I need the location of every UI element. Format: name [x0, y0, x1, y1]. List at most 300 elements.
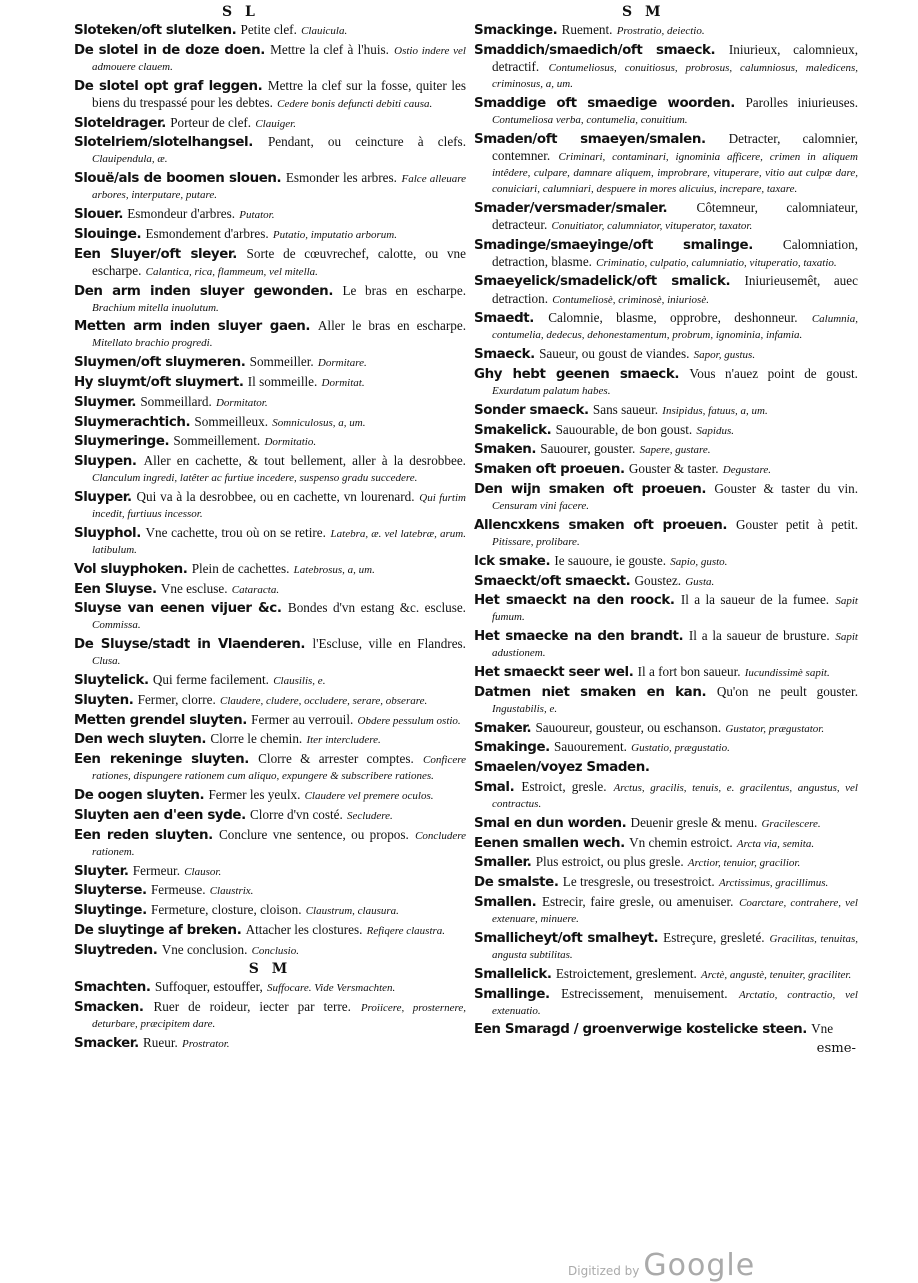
dictionary-entry — [74, 283, 466, 316]
entry-french: Sommeilleux. — [194, 413, 269, 429]
dictionary-entry — [474, 894, 858, 927]
entry-latin: Brachium mitella inuolutum. — [92, 301, 219, 314]
entry-headword: De slotel in de doze doen. — [74, 42, 265, 58]
entry-headword: Slotelriem/slotelhangsel. — [74, 135, 253, 151]
entry-french: Mettre la clef sur la fosse, quiter les biens du trespassé pour les debtes. — [92, 77, 467, 110]
entry-latin: Arctatio, contractio, vel extenuatio. — [492, 988, 858, 1017]
dictionary-entry — [474, 966, 858, 983]
catchword: esme- — [816, 1041, 856, 1057]
entry-latin: Arctus, gracilis, tenuis, e. gracilentus, angustus, vel contractus. — [492, 782, 858, 811]
entry-french: Estroict, gresle. — [521, 779, 607, 795]
dictionary-entry — [74, 561, 466, 578]
entry-headword: Smakinge. — [474, 740, 550, 756]
entry-latin: Claustrix. — [209, 885, 254, 898]
dictionary-entry — [474, 573, 858, 590]
entry-french: Calomniation, detraction, blasme. — [492, 236, 858, 269]
dictionary-entry — [474, 131, 858, 197]
entry-headword: Sluytreden. — [74, 942, 158, 958]
entry-french: Mettre la clef à l'huis. — [270, 41, 389, 57]
entry-latin: Ingustabilis, e. — [492, 702, 558, 715]
entry-latin: Latebrosus, a, um. — [293, 563, 375, 576]
entry-latin: Dormitatio. — [264, 436, 317, 449]
entry-latin: Criminari, contaminari, ignominia afficere, crimen in aliquem intêdere, culpare, damnare aliquem, improbrare, vituperare, vitio aut culpæ dare, conuiciari, calumniari, despuere in mores alicuius, increpare, taxare. — [492, 150, 858, 195]
dictionary-entry — [74, 827, 466, 860]
entry-french: Côtemneur, calomniateur, detracteur. — [492, 199, 858, 232]
entry-french: Sauourable, de bon goust. — [555, 421, 693, 437]
entry-headword: Smaddich/smaedich/oft smaeck. — [474, 42, 716, 58]
entry-headword: Den wech sluyten. — [74, 732, 207, 748]
dictionary-entry — [474, 854, 858, 871]
entry-headword: Smader/versmader/smaler. — [474, 200, 668, 216]
dictionary-entry — [74, 433, 466, 450]
dictionary-entry — [74, 942, 466, 959]
entry-french: Aller le bras en escharpe. — [317, 318, 466, 334]
entry-french: Estrecissement, menuisement. — [561, 985, 728, 1001]
entry-french: Plein de cachettes. — [191, 560, 290, 576]
entry-headword: Smaken oft proeuen. — [474, 462, 625, 478]
entry-headword: Vol sluyphoken. — [74, 561, 188, 577]
entry-french: Sauoureur, gousteur, ou eschanson. — [535, 719, 722, 735]
entry-french: Ruer de roideur, iecter par terre. — [153, 999, 351, 1015]
entry-latin: Insipidus, fatuus, a, um. — [662, 404, 768, 417]
dictionary-entry — [474, 815, 858, 832]
entry-headword: Metten grendel sluyten. — [74, 712, 247, 728]
entry-french: Vne — [811, 1021, 834, 1037]
entry-latin: Obdere pessulum ostio. — [357, 714, 461, 727]
entry-french: Esmonder les arbres. — [285, 170, 397, 186]
running-header-right: S M — [622, 4, 665, 20]
dictionary-entry — [474, 835, 858, 852]
dictionary-entry — [74, 134, 466, 167]
entry-french: Esmondeur d'arbres. — [127, 206, 236, 222]
entry-french: l'Escluse, ville en Flandres. — [312, 636, 466, 652]
entry-headword: Sluyter. — [74, 863, 129, 879]
dictionary-entry — [74, 979, 466, 996]
dictionary-entry — [474, 930, 858, 963]
entry-headword: Smaeckt/oft smaeckt. — [474, 573, 631, 589]
entry-french: Fermer les yeulx. — [208, 787, 301, 803]
entry-latin: Clauicula. — [301, 25, 348, 37]
entry-french: Gouster & taster du vin. — [714, 480, 858, 496]
entry-french: Sommeillard. — [140, 393, 212, 409]
entry-french: Clorre le chemin. — [210, 731, 303, 747]
google-logo: Google — [643, 1248, 756, 1283]
entry-headword: Slouer. — [74, 207, 124, 223]
entry-french: Fermeture, closture, cloison. — [150, 902, 302, 918]
dictionary-entry — [74, 42, 466, 75]
entry-headword: Smachten. — [74, 980, 151, 996]
dictionary-entry — [474, 592, 858, 625]
entry-headword: Sloteldrager. — [74, 115, 166, 131]
entry-headword: Smaken. — [474, 442, 537, 458]
entry-headword: Het smaecke na den brandt. — [474, 629, 684, 645]
entry-latin: Clauiger. — [255, 117, 296, 130]
dictionary-entry — [74, 751, 466, 784]
entry-french: Calomnie, blasme, opprobre, deshonneur. — [548, 310, 798, 326]
entry-latin: Gracilitas, tenuitas, angusta subtilitas. — [492, 932, 858, 961]
entry-french: Vous n'auez point de goust. — [689, 365, 858, 381]
entry-french: Rueur. — [142, 1035, 178, 1051]
section-mark: S M — [248, 961, 292, 978]
dictionary-entry — [474, 441, 858, 458]
dictionary-entry — [74, 525, 466, 558]
entry-latin: Commissa. — [92, 619, 141, 632]
entry-french: Il a la saueur de brusture. — [688, 628, 830, 644]
entry-headword: Smallinge. — [474, 986, 550, 1002]
entry-headword: Sluyphol. — [74, 525, 141, 541]
entry-latin: Prostratio, deiectio. — [616, 25, 705, 37]
entry-headword: Smallelick. — [474, 966, 552, 982]
digitized-watermark — [568, 1248, 755, 1283]
entry-latin: Criminatio, culpatio, calumniatio, vituperatio, taxatio. — [596, 256, 837, 269]
dictionary-entry — [74, 318, 466, 351]
entry-headword: De sluytinge af breken. — [74, 922, 242, 938]
entry-latin: Putatio, imputatio arborum. — [272, 228, 397, 241]
entry-headword: Datmen niet smaken en kan. — [474, 684, 707, 700]
entry-headword: Smaelen/voyez Smaden. — [474, 760, 650, 776]
entry-french: Estrecir, faire gresle, ou amenuiser. — [541, 894, 734, 910]
entry-french: Fermeuse. — [150, 882, 206, 898]
entry-latin: Sapit adustionem. — [492, 631, 858, 660]
entry-french: Vne cachette, trou où on se retire. — [145, 524, 326, 540]
entry-french: Qui ferme facilement. — [152, 672, 269, 688]
dictionary-entry — [474, 366, 858, 399]
entry-french: Vne escluse. — [160, 580, 228, 596]
entry-french: Qui va à la desrobbee, ou en cachette, vn lourenard. — [136, 489, 415, 505]
entry-french: Aller en cachette, & tout bellement, aller à la desrobbee. — [143, 453, 466, 469]
entry-latin: Sapere, gustare. — [639, 444, 711, 457]
dictionary-entry — [74, 807, 466, 824]
dictionary-entry — [74, 22, 466, 39]
dictionary-entry — [74, 1035, 466, 1052]
entry-headword: Metten arm inden sluyer gaen. — [74, 319, 311, 335]
entry-headword: De oogen sluyten. — [74, 788, 205, 804]
entry-latin: Dormitat. — [321, 377, 365, 390]
entry-french: Gouster petit à petit. — [736, 516, 858, 532]
dictionary-entry — [74, 226, 466, 243]
entry-french: Fermer, clorre. — [137, 691, 216, 707]
entry-headword: Een reden sluyten. — [74, 827, 213, 843]
dictionary-entry — [474, 95, 858, 128]
entry-french: Vn chemin estroict. — [629, 834, 733, 850]
entry-headword: Het smaeckt seer wel. — [474, 665, 634, 681]
entry-latin: Clausor. — [184, 865, 222, 878]
entry-latin: Qui furtim incedit, furtiuus incessor. — [92, 492, 466, 521]
entry-latin: Claudere vel premere oculos. — [304, 790, 434, 803]
entry-headword: Sluytinge. — [74, 903, 147, 919]
entry-latin: Clausilis, e. — [273, 675, 326, 688]
entry-french: Suffoquer, estouffer, — [154, 979, 263, 995]
entry-headword: Smallicheyt/oft smalheyt. — [474, 930, 659, 946]
entry-latin: Somniculosus, a, um. — [272, 416, 366, 429]
entry-latin: Clauipendula, æ. — [92, 153, 168, 166]
running-header-left: S L — [222, 4, 259, 20]
entry-headword: Sloteken/oft slutelken. — [74, 23, 237, 38]
entry-latin: Secludere. — [347, 809, 393, 822]
entry-french: Le bras en escharpe. — [342, 282, 466, 298]
dictionary-entry — [74, 115, 466, 132]
entry-headword: Sluypen. — [74, 454, 137, 470]
entry-latin: Sapidus. — [696, 424, 734, 437]
dictionary-entry — [474, 874, 858, 891]
entry-french: Detracter, calomnier, contemner. — [492, 130, 858, 163]
entry-french: Attacher les clostures. — [245, 921, 363, 937]
entry-headword: Sonder smaeck. — [474, 402, 589, 418]
entry-french: Deuenir gresle & menu. — [630, 814, 758, 830]
entry-headword: Een rekeninge sluyten. — [74, 752, 249, 768]
entry-french: Esmondement d'arbres. — [145, 225, 269, 241]
dictionary-entry — [74, 863, 466, 880]
entry-french: Sommeiller. — [249, 354, 314, 370]
dictionary-entry — [474, 1021, 858, 1038]
entry-french: Le tresgresle, ou tresestroict. — [562, 874, 715, 890]
entry-latin: Claustrum, clausura. — [305, 905, 399, 918]
entry-headword: Smaedt. — [474, 311, 534, 327]
entry-headword: Smadinge/smaeyinge/oft smalinge. — [474, 237, 753, 253]
dictionary-entry — [474, 739, 858, 756]
entry-french: Il a la saueur de la fumee. — [680, 592, 830, 608]
entry-latin: Arctior, tenuior, gracilior. — [687, 857, 801, 870]
entry-latin: Clusa. — [92, 655, 121, 668]
dictionary-entry — [74, 692, 466, 709]
dictionary-entry — [474, 779, 858, 812]
entry-latin: Pitissare, prolibare. — [492, 535, 580, 548]
dictionary-entry — [474, 22, 858, 39]
entry-headword: Sluymeringe. — [74, 434, 170, 450]
entry-french: Porteur de clef. — [170, 114, 252, 130]
entry-headword: Hy sluymt/oft sluymert. — [74, 375, 244, 391]
dictionary-entry — [74, 394, 466, 411]
dictionary-entry — [74, 902, 466, 919]
dictionary-entry — [74, 489, 466, 522]
entry-french: Clorre d'vn costé. — [250, 806, 343, 822]
entry-french: Ie sauoure, ie gouste. — [554, 552, 667, 568]
watermark-small-text: Digitized by — [568, 1264, 640, 1278]
dictionary-entry — [74, 374, 466, 391]
entry-latin: Cedere bonis defuncti debiti causa. — [277, 97, 433, 110]
entry-headword: Smallen. — [474, 895, 537, 911]
dictionary-entry — [74, 882, 466, 899]
entry-headword: Een Sluyse. — [74, 581, 157, 597]
entry-headword: Den arm inden sluyer gewonden. — [74, 283, 334, 299]
entry-latin: Conclusio. — [251, 944, 299, 957]
entry-latin: Gustator, prægustator. — [725, 722, 825, 735]
dictionary-entry — [474, 628, 858, 661]
dictionary-entry — [474, 200, 858, 234]
entry-french: Plus estroict, ou plus gresle. — [535, 854, 684, 870]
entry-headword: Het smaeckt na den roock. — [474, 593, 675, 609]
dictionary-entry — [474, 273, 858, 307]
entry-headword: Smal en dun worden. — [474, 815, 627, 831]
dictionary-entry — [474, 310, 858, 343]
entry-french: Iniurieux, calomnieux, detractif. — [492, 41, 858, 74]
entry-headword: Een Smaragd / groenverwige kostelicke steen. — [474, 1022, 807, 1038]
entry-latin: Latebra, æ. vel latebræ, arum. latibulum. — [92, 527, 466, 556]
entry-latin: Dormitator. — [215, 396, 268, 409]
entry-latin: Censuram vini facere. — [492, 500, 590, 513]
entry-headword: Ick smake. — [474, 553, 551, 569]
entry-latin: Proiicere, prosternere, deturbare, præcipitem dare. — [92, 1002, 466, 1031]
dictionary-entry — [74, 170, 466, 203]
dictionary-entry — [474, 986, 858, 1019]
dictionary-entry — [474, 461, 858, 478]
entry-headword: Sluyterse. — [74, 883, 147, 899]
entry-french: Estroictement, greslement. — [555, 965, 697, 981]
entry-french: Iniurieusemêt, auec detraction. — [492, 273, 858, 306]
dictionary-entry — [474, 42, 858, 92]
entry-headword: Smaker. — [474, 720, 532, 736]
entry-latin: Concludere rationem. — [92, 829, 466, 858]
dictionary-entry — [74, 731, 466, 748]
entry-latin: Calumnia, contumelia, dedecus, dehonestamentum, probrum, ignominia, infamia. — [492, 313, 858, 342]
entry-headword: De slotel opt graf leggen. — [74, 78, 263, 94]
entry-latin: Prostrator. — [181, 1038, 230, 1051]
entry-latin: Arcta via, semita. — [736, 837, 815, 850]
entry-french: Estreçure, gresleté. — [663, 929, 765, 945]
entry-headword: Ghy hebt geenen smaeck. — [474, 366, 680, 382]
entry-latin: Putator. — [239, 209, 275, 222]
entry-latin: Arctè, angustè, tenuiter, graciliter. — [701, 968, 852, 981]
entry-french: Il a fort bon saueur. — [637, 664, 741, 680]
entry-latin: Clanculum ingredi, latêter ac furtiue incedere, suspenso gradu succedere. — [92, 472, 418, 485]
entry-french: Bondes d'vn estang &c. escluse. — [287, 600, 466, 616]
entry-latin: Coarctare, contrahere, vel extenuare, minuere. — [492, 897, 858, 926]
entry-french: Sauourement. — [554, 739, 627, 755]
dictionary-entry — [74, 581, 466, 598]
entry-french: Ruement. — [561, 22, 613, 37]
entry-latin: Falce alleuare arbores, interputare, putare. — [92, 173, 466, 202]
entry-headword: Een Sluyer/oft sleyer. — [74, 246, 237, 262]
entry-headword: Eenen smallen wech. — [474, 835, 625, 851]
entry-latin: Sapor, gustus. — [693, 349, 756, 362]
entry-headword: Smal. — [474, 780, 515, 796]
entry-latin: Conficere rationes, dispungere rationem cum aliquo, expungere & subscribere rationes. — [92, 754, 466, 783]
entry-french: Qu'on ne peult gouster. — [716, 683, 858, 699]
entry-latin: Iter intercludere. — [306, 734, 381, 747]
entry-french: Goustez. — [634, 572, 682, 588]
entry-latin: Contumeliosè, criminosè, iniuriosè. — [552, 293, 709, 306]
entry-headword: Smackinge. — [474, 23, 558, 38]
dictionary-entry — [474, 759, 858, 776]
entry-latin: Degustare. — [722, 464, 771, 477]
entry-headword: Smaddige oft smaedige woorden. — [474, 95, 735, 111]
entry-headword: Smakelick. — [474, 422, 552, 438]
entry-latin: Sapit fumum. — [492, 595, 858, 624]
dictionary-entry — [474, 481, 858, 514]
entry-headword: Smaller. — [474, 855, 532, 871]
entry-french: Vne conclusion. — [161, 941, 248, 957]
entry-french: Fermeur. — [132, 862, 181, 878]
entry-latin: Refiqere claustra. — [366, 924, 446, 937]
entry-french: Sans saueur. — [592, 401, 659, 417]
entry-headword: Smaden/oft smaeyen/smalen. — [474, 131, 706, 147]
entry-headword: Den wijn smaken oft proeuen. — [474, 481, 707, 497]
entry-latin: Contumeliosa verba, contumelia, conuitium. — [492, 113, 688, 126]
entry-headword: De Sluyse/stadt in Vlaenderen. — [74, 637, 306, 653]
entry-headword: Slouë/als de boomen slouen. — [74, 171, 282, 187]
dictionary-entry — [74, 453, 466, 486]
entry-latin: Cataracta. — [231, 583, 280, 596]
entry-latin: Ostio indere vel admouere clauem. — [92, 44, 466, 73]
dictionary-entry — [474, 422, 858, 439]
entry-latin: Gustatio, prægustatio. — [631, 742, 730, 755]
dictionary-entry — [474, 237, 858, 271]
entry-french: Sorte de cœuvrechef, calotte, ou vne escharpe. — [92, 245, 466, 278]
entry-headword: Sluyse van eenen vijuer &c. — [74, 601, 282, 617]
dictionary-entry — [474, 402, 858, 419]
dictionary-entry — [74, 999, 466, 1032]
entry-latin: Dormitare. — [317, 357, 367, 370]
entry-latin: Arctissimus, gracillimus. — [718, 877, 829, 890]
entry-french: Conclure vne sentence, ou propos. — [219, 826, 409, 842]
dictionary-entry — [474, 553, 858, 570]
entry-headword: Sluytelick. — [74, 673, 149, 689]
dictionary-entry — [74, 636, 466, 669]
entry-french: Fermer au verrouil. — [251, 711, 354, 727]
dictionary-entry — [74, 712, 466, 729]
dictionary-entry — [74, 246, 466, 280]
dictionary-entry — [74, 206, 466, 223]
entry-headword: Allencxkens smaken oft proeuen. — [474, 517, 728, 533]
entry-headword: Sluyten aen d'een syde. — [74, 807, 246, 823]
dictionary-entry — [474, 664, 858, 681]
entry-headword: Smaeck. — [474, 347, 535, 363]
entry-french: Saueur, ou goust de viandes. — [539, 346, 690, 362]
entry-headword: Sluyper. — [74, 490, 132, 506]
dictionary-entry — [74, 787, 466, 804]
entry-latin: Contumeliosus, conuitiosus, probrosus, calumniosus, maledicens, criminosus, a, um. — [492, 61, 858, 90]
entry-latin: Sapio, gusto. — [670, 555, 728, 568]
entry-latin: Mitellato brachio progredi. — [92, 337, 213, 350]
dictionary-entry — [74, 414, 466, 431]
right-column — [474, 22, 858, 1057]
entry-headword: Sluymen/oft sluymeren. — [74, 355, 246, 371]
entry-headword: Sluymer. — [74, 394, 137, 410]
dictionary-entry — [74, 672, 466, 689]
entry-french: Il sommeille. — [247, 374, 318, 390]
entry-headword: Smaeyelick/smadelick/oft smalick. — [474, 274, 731, 290]
entry-headword: Smacken. — [74, 1000, 144, 1016]
entry-latin: Claudere, cludere, occludere, serare, obserare. — [220, 694, 428, 707]
entry-latin: Conuitiator, calumniator, vituperator, taxator. — [551, 219, 753, 232]
entry-french: Sauourer, gouster. — [540, 441, 636, 457]
entry-latin: Exurdatum palatum habes. — [492, 385, 611, 398]
entry-latin: Suffocare. Vide Versmachten. — [266, 982, 396, 995]
dictionary-entry — [74, 354, 466, 371]
entry-french: Gouster & taster. — [628, 461, 719, 477]
dictionary-entry — [474, 346, 858, 363]
dictionary-entry — [74, 600, 466, 633]
dictionary-entry — [474, 720, 858, 737]
entry-french: Parolles iniurieuses. — [745, 94, 858, 110]
entry-headword: Sluyten. — [74, 692, 134, 708]
entry-latin: Calantica, rica, flammeum, vel mitella. — [145, 265, 318, 278]
dictionary-entry — [74, 78, 466, 112]
dictionary-entry — [74, 922, 466, 939]
entry-french: Sommeillement. — [173, 433, 261, 449]
entry-french: Pendant, ou ceincture à clefs. — [267, 134, 466, 150]
entry-headword: Smacker. — [74, 1036, 139, 1052]
entry-headword: Slouinge. — [74, 226, 142, 242]
entry-french: Petite clef. — [240, 22, 297, 37]
entry-headword: Sluymerachtich. — [74, 414, 191, 430]
entry-latin: Iucundissimè sapit. — [744, 667, 830, 680]
entry-french: Clorre & arrester comptes. — [258, 751, 414, 767]
left-column — [74, 22, 466, 1055]
entry-headword: De smalste. — [474, 875, 559, 891]
entry-latin: Gracilescere. — [761, 817, 821, 830]
dictionary-entry — [474, 517, 858, 550]
